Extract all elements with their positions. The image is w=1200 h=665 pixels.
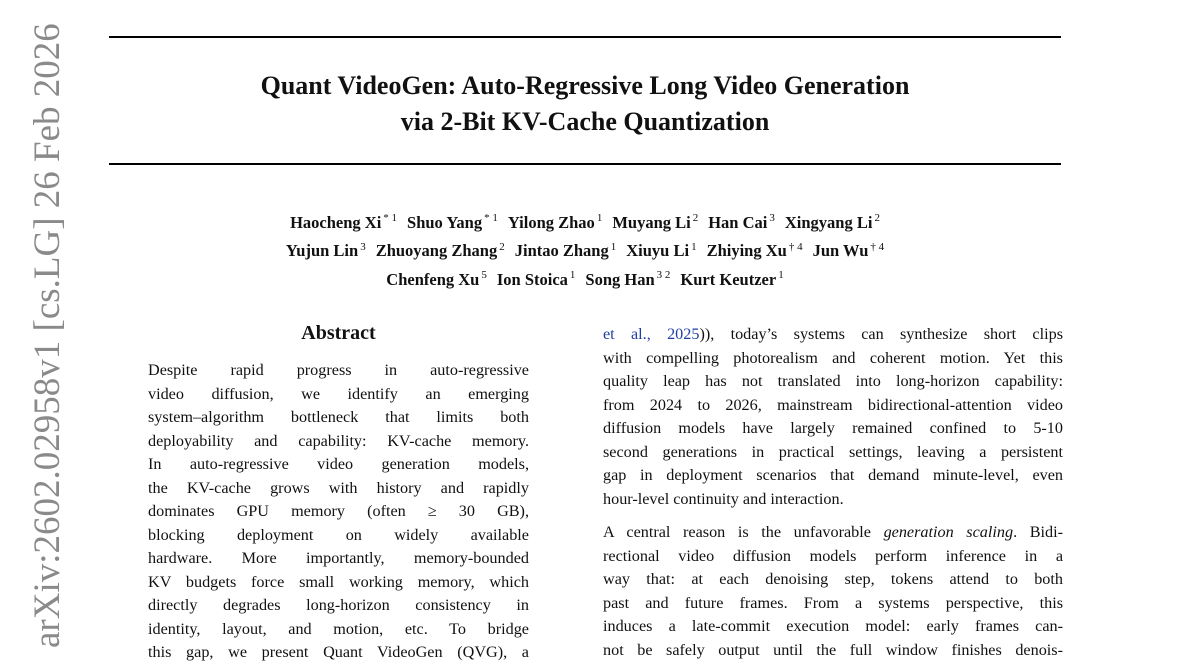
title-rule-bottom bbox=[109, 163, 1061, 165]
text-line: hour-level continuity and interaction. bbox=[603, 489, 844, 508]
text-line: system–algorithm bottleneck that limits both bbox=[148, 408, 529, 426]
intro-paragraph-2 bbox=[603, 545, 1063, 663]
text-line: past and future frames. From a systems perspective, this bbox=[603, 593, 1063, 612]
intro-text: A central reason is the unfavorable bbox=[603, 523, 884, 541]
affiliation-marker: 3 2 bbox=[656, 269, 671, 281]
affiliation-marker: * 1 bbox=[484, 212, 498, 224]
author-entry bbox=[585, 270, 670, 289]
abstract-heading: Abstract bbox=[301, 322, 376, 344]
author-entry bbox=[708, 213, 775, 232]
author-name: Xingyang Li bbox=[784, 212, 873, 232]
author-entry bbox=[290, 213, 397, 232]
author-entry bbox=[407, 213, 498, 232]
text-line: directly degrades long-horizon consistency in bbox=[148, 596, 529, 614]
author-name: Yujun Lin bbox=[285, 241, 359, 260]
author-entry bbox=[785, 213, 880, 232]
emphasis-text: generation scaling bbox=[883, 523, 1014, 541]
author-line-3 bbox=[109, 263, 1061, 292]
paper-title bbox=[109, 68, 1061, 140]
text-line: diffusion models have largely remained confined to 5-10 bbox=[603, 419, 1063, 437]
affiliation-marker: * 1 bbox=[383, 212, 398, 224]
introduction-column bbox=[603, 323, 1063, 662]
title-rule-top bbox=[109, 36, 1061, 38]
text-line: blocking deployment on widely available bbox=[148, 525, 529, 544]
author-name: Haocheng Xi bbox=[290, 212, 382, 232]
text-line: KV budgets force small working memory, which bbox=[148, 572, 529, 591]
title-line-2: via 2-Bit KV-Cache Quantization bbox=[400, 107, 770, 136]
affiliation-marker: 1 bbox=[596, 212, 603, 224]
affiliation-marker: 1 bbox=[691, 240, 697, 253]
author-name: Ion Stoica bbox=[496, 269, 568, 289]
abstract-body bbox=[148, 359, 529, 665]
affiliation-marker: 2 bbox=[874, 212, 880, 224]
text-line: quality leap has not translated into long-horizon capability: bbox=[603, 372, 1063, 390]
text-line: hardware. More importantly, memory-bounded bbox=[148, 549, 529, 567]
author-name: Jintao Zhang bbox=[514, 241, 609, 260]
intro-line bbox=[603, 521, 1063, 545]
text-line: video diffusion, we identify an emerging bbox=[148, 384, 529, 403]
author-name: Shuo Yang bbox=[407, 212, 483, 232]
paragraph-gap bbox=[603, 511, 1063, 521]
author-entry bbox=[386, 270, 487, 289]
text-line: identity, layout, and motion, etc. To bridge bbox=[148, 619, 529, 638]
intro-text: )), today’s systems can synthesize short clips bbox=[699, 325, 1063, 343]
author-name: Jun Wu bbox=[812, 241, 869, 260]
author-entry bbox=[497, 270, 576, 289]
author-name: Muyang Li bbox=[612, 212, 691, 232]
text-line: from 2024 to 2026, mainstream bidirectional-attention video bbox=[603, 395, 1063, 414]
text-line: gap in deployment scenarios that demand minute-level, even bbox=[603, 466, 1063, 484]
title-line-1: Quant VideoGen: Auto-Regressive Long Video Generation bbox=[260, 71, 910, 100]
author-entry bbox=[286, 241, 366, 260]
arxiv-identifier-stamp: arXiv:2602.02958v1 [cs.LG] 26 Feb 2026 bbox=[27, 23, 68, 648]
author-name: Zhiying Xu bbox=[706, 241, 787, 260]
author-name: Yilong Zhao bbox=[507, 212, 595, 232]
text-line: induces a late-commit execution model: early frames can- bbox=[603, 617, 1063, 635]
author-line-2 bbox=[109, 235, 1061, 264]
author-name: Song Han bbox=[585, 269, 655, 289]
author-name: Kurt Keutzer bbox=[680, 269, 777, 289]
text-line: this gap, we present Quant VideoGen (QVG), a bbox=[148, 643, 529, 661]
affiliation-marker: 1 bbox=[778, 269, 784, 281]
text-line: with compelling photorealism and coherent motion. Yet this bbox=[603, 348, 1063, 367]
author-entry bbox=[680, 270, 783, 289]
author-entry bbox=[612, 213, 698, 232]
author-name: Chenfeng Xu bbox=[386, 269, 480, 289]
text-line: deployability and capability: KV-cache memory. bbox=[148, 431, 529, 450]
text-line: second generations in practical settings, leaving a persistent bbox=[603, 442, 1063, 461]
text-line: Despite rapid progress in auto-regressive bbox=[148, 361, 529, 379]
text-line: not be safely output until the full window finishes denois- bbox=[603, 640, 1063, 659]
citation-link[interactable]: et al., 2025 bbox=[603, 325, 700, 343]
affiliation-marker: 1 bbox=[569, 269, 576, 281]
affiliation-marker: 2 bbox=[692, 212, 699, 224]
affiliation-marker: 3 bbox=[769, 212, 775, 224]
affiliation-marker: † 4 bbox=[870, 240, 885, 253]
author-entry bbox=[515, 241, 617, 260]
author-line-1 bbox=[109, 206, 1061, 235]
affiliation-marker: 3 bbox=[360, 240, 366, 253]
affiliation-marker: 5 bbox=[481, 269, 487, 281]
text-line: way that: at each denoising step, tokens attend to both bbox=[603, 570, 1063, 588]
intro-text: . Bidi- bbox=[1013, 523, 1063, 541]
author-entry bbox=[376, 241, 505, 260]
text-line: rectional video diffusion models perform inference in a bbox=[603, 546, 1063, 565]
affiliation-marker: 2 bbox=[499, 240, 505, 253]
author-name: Zhuoyang Zhang bbox=[375, 241, 498, 260]
author-name: Han Cai bbox=[708, 212, 768, 232]
author-entry bbox=[508, 213, 602, 232]
author-list bbox=[109, 206, 1061, 292]
author-entry bbox=[707, 241, 803, 260]
text-line: In auto-regressive video generation models, bbox=[148, 455, 529, 473]
author-entry bbox=[626, 241, 696, 260]
author-name: Xiuyu Li bbox=[626, 241, 690, 260]
text-line: dominates GPU memory (often ≥ 30 GB), bbox=[148, 502, 529, 520]
intro-line bbox=[603, 323, 1063, 347]
intro-paragraph-1 bbox=[603, 347, 1063, 512]
author-entry bbox=[813, 241, 885, 260]
text-line: the KV-cache grows with history and rapidly bbox=[148, 478, 529, 497]
affiliation-marker: 1 bbox=[610, 240, 617, 253]
affiliation-marker: † 4 bbox=[788, 240, 803, 253]
